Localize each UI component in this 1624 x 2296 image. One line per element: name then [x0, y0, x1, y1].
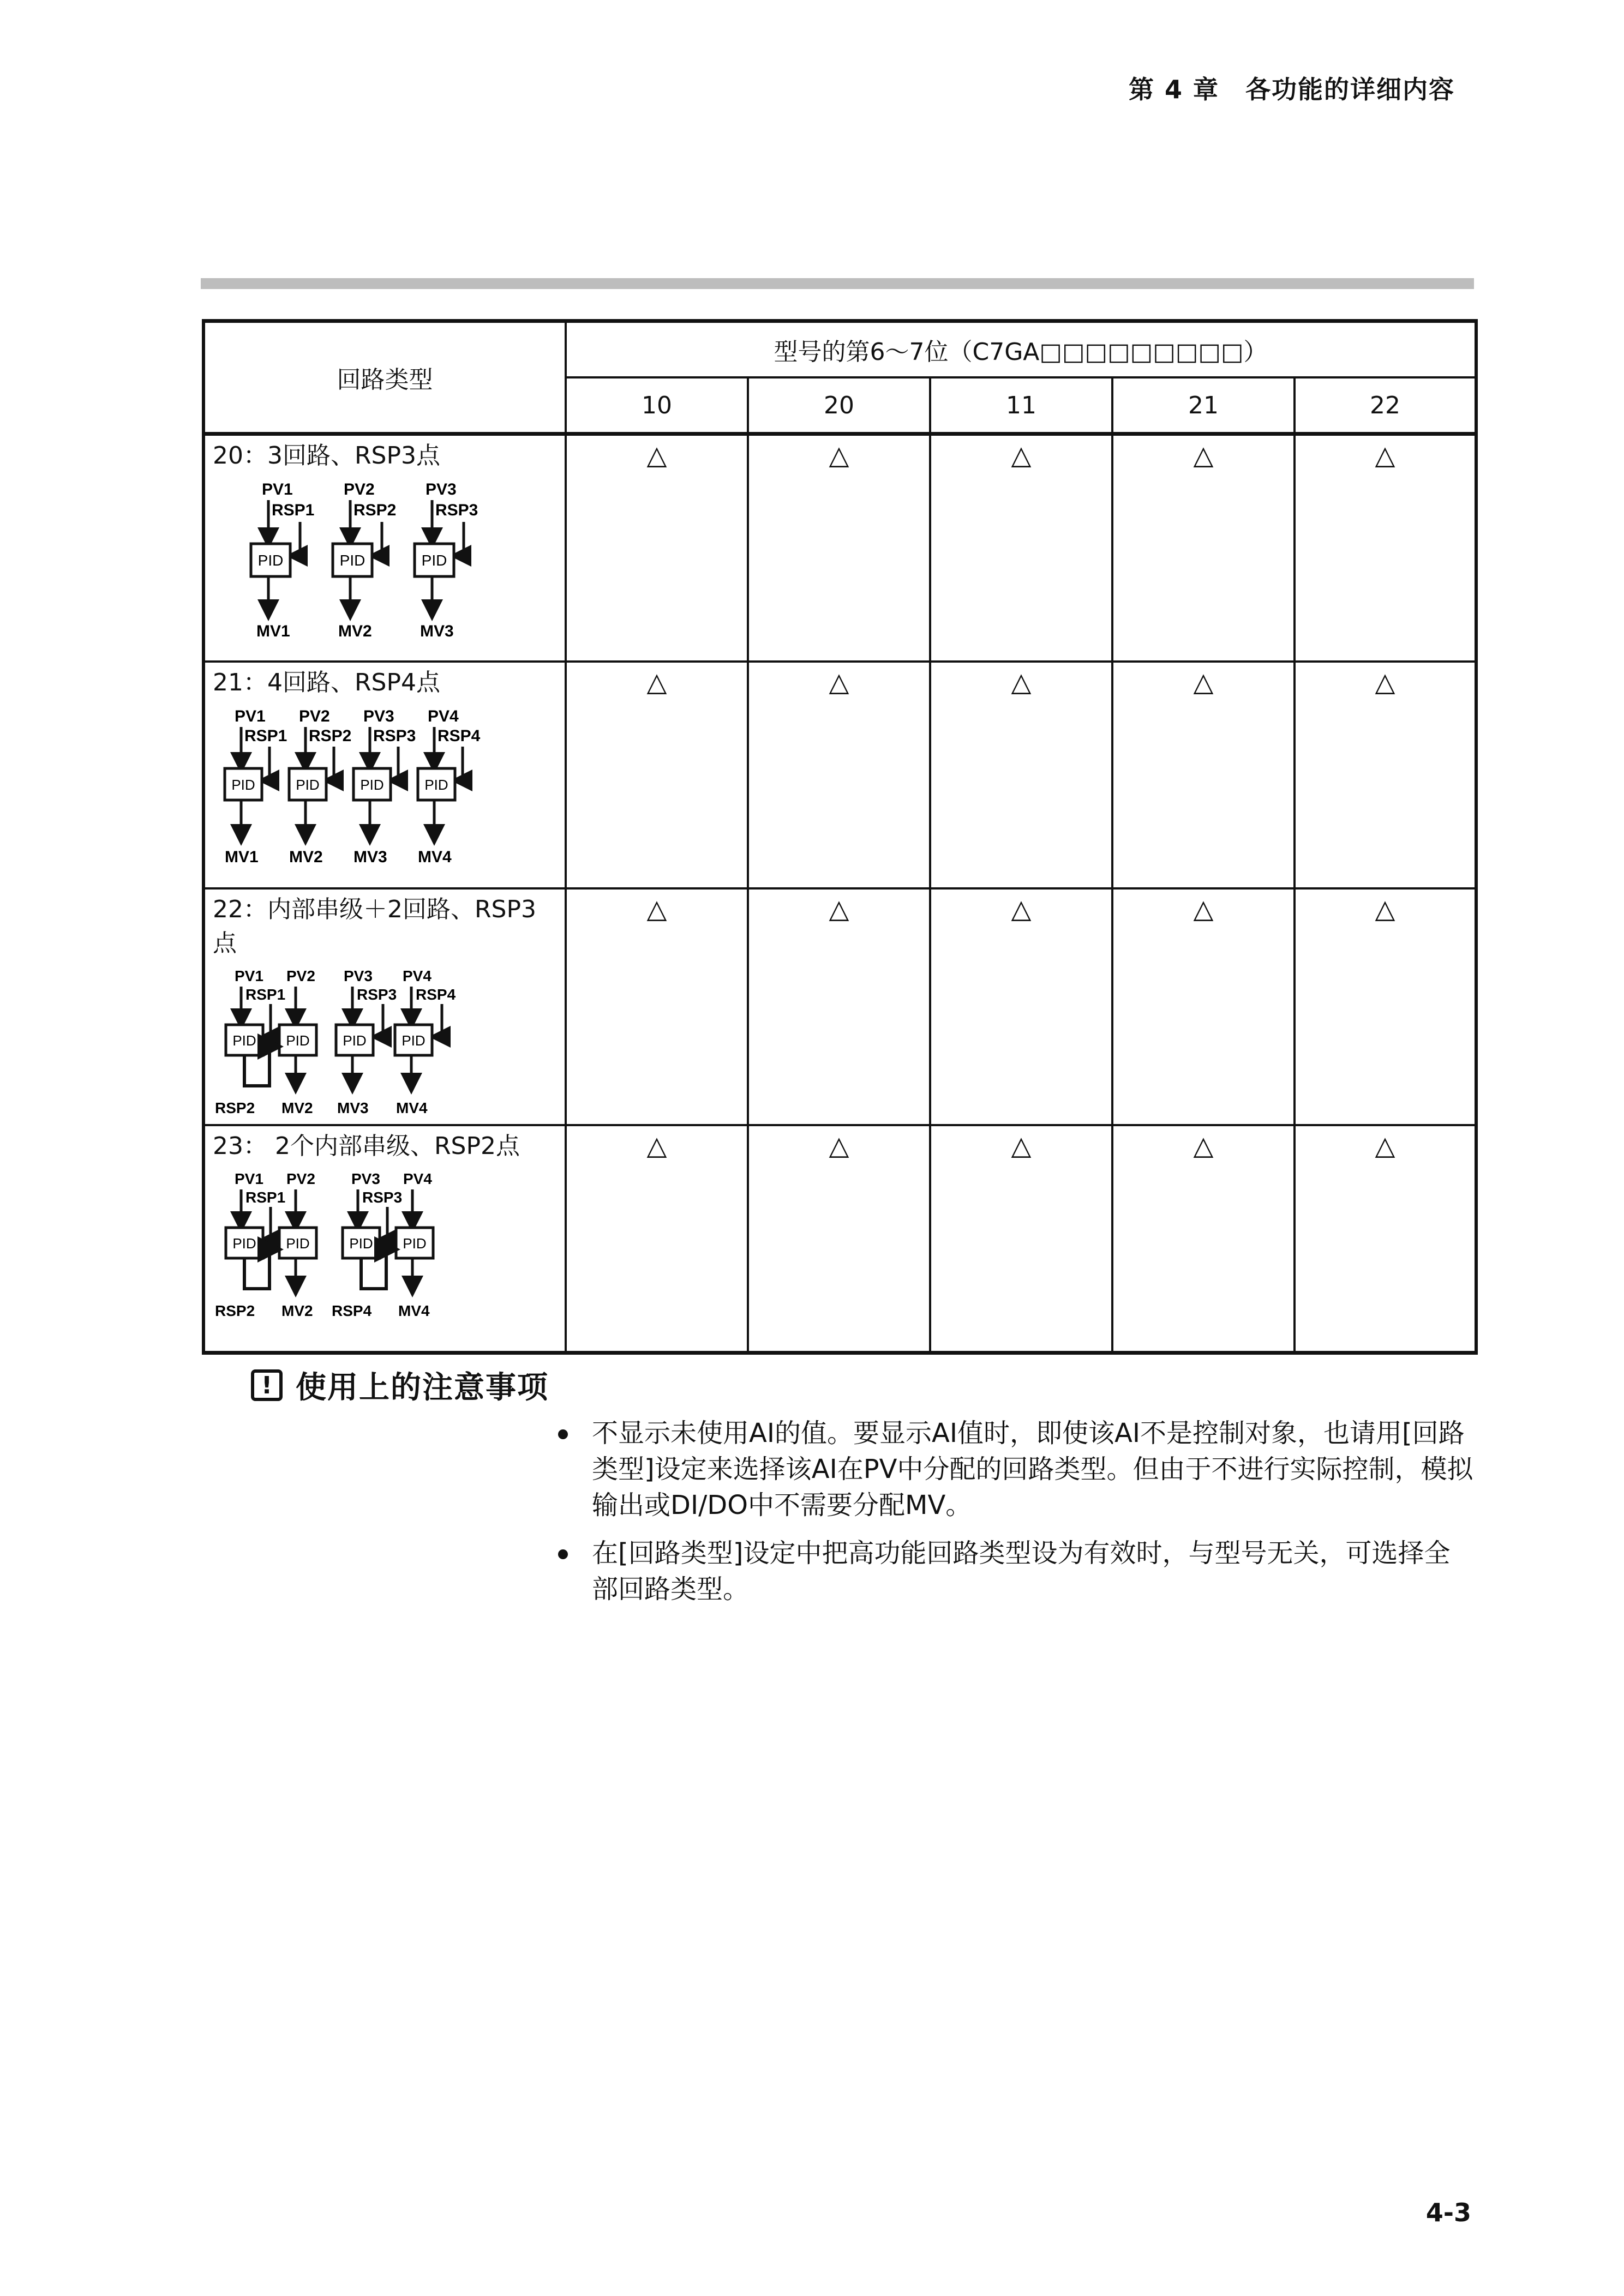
- pv-label: PV3: [363, 707, 394, 725]
- pid-block-label: PID: [286, 1235, 310, 1252]
- availability-mark: △: [1295, 888, 1476, 1125]
- loop-diagram-cascade-2-loops: [213, 966, 496, 1124]
- mv-label: MV4: [396, 1099, 428, 1116]
- mv-label: MV1: [225, 848, 259, 866]
- pid-block-label: PID: [286, 1032, 310, 1049]
- availability-mark: △: [930, 434, 1112, 662]
- loop-type-header: 回路类型: [203, 321, 566, 434]
- model-code-header: 20: [748, 377, 930, 434]
- pv-label: PV2: [344, 480, 375, 498]
- bottom-label: RSP2: [215, 1302, 255, 1319]
- rsp-label: RSP1: [272, 501, 315, 519]
- rsp-label: RSP1: [244, 727, 287, 745]
- availability-mark: △: [748, 1125, 930, 1353]
- model-code-header: 22: [1295, 377, 1476, 434]
- mv-label: MV3: [337, 1099, 369, 1116]
- loop-type-label: 20：3回路、RSP3点: [213, 442, 441, 470]
- pid-block-label: PID: [231, 777, 255, 793]
- bullet-icon: [558, 1429, 568, 1439]
- availability-mark: △: [748, 662, 930, 888]
- chapter-header: 第 4 章 各功能的详细内容: [1128, 75, 1455, 104]
- pid-block-label: PID: [343, 1032, 367, 1049]
- pid-block-label: PID: [403, 1235, 427, 1252]
- caution-title: 使用上的注意事项: [296, 1370, 549, 1405]
- loop-type-cell: [203, 888, 566, 1125]
- pv-label: PV1: [262, 480, 293, 498]
- mv-label: MV2: [338, 622, 372, 640]
- availability-mark: △: [566, 662, 748, 888]
- caution-icon: !: [251, 1369, 283, 1401]
- pid-block-label: PID: [401, 1032, 426, 1049]
- pid-loop: [336, 967, 397, 1116]
- pv-label: PV3: [426, 480, 457, 498]
- availability-mark: △: [1295, 434, 1476, 662]
- availability-mark: △: [1295, 662, 1476, 888]
- pid-loop: [289, 707, 351, 866]
- pid-block-label: PID: [339, 552, 365, 569]
- pid-loop: [333, 480, 396, 640]
- pv-label: PV3: [351, 1170, 380, 1187]
- table-row: [203, 662, 1476, 888]
- rsp-label: RSP2: [353, 501, 397, 519]
- loop-diagram-3-loops: [235, 478, 496, 642]
- pv-label: PV1: [235, 967, 263, 984]
- loop-type-cell: [203, 434, 566, 662]
- mv-label: MV2: [281, 1302, 313, 1319]
- availability-mark: △: [1295, 1125, 1476, 1353]
- pid-loop: [418, 707, 481, 866]
- pid-block-label: PID: [257, 552, 284, 569]
- pv-label: PV2: [286, 1170, 315, 1187]
- rsp-label: RSP3: [357, 986, 397, 1003]
- pid-block-label: PID: [349, 1235, 373, 1252]
- caution-list: [554, 1415, 1476, 1619]
- pid-loop: [225, 707, 287, 866]
- model-code-header: 10: [566, 377, 748, 434]
- pv-label: PV4: [403, 967, 432, 984]
- mv-label: MV4: [418, 848, 452, 866]
- loop-type-label: 21：4回路、RSP4点: [213, 669, 441, 696]
- availability-mark: △: [1112, 1125, 1295, 1353]
- rsp-label: RSP1: [245, 986, 286, 1003]
- mv-label: MV2: [281, 1099, 313, 1116]
- availability-mark: △: [930, 888, 1112, 1125]
- loop-diagram-2-cascades: [213, 1169, 496, 1327]
- pid-block-label: PID: [424, 777, 448, 793]
- pid-block-label: PID: [421, 552, 447, 569]
- model-code-header: 21: [1112, 377, 1295, 434]
- bullet-icon: [558, 1549, 568, 1559]
- cascade-pair: [215, 1170, 316, 1319]
- bottom-label: RSP4: [332, 1302, 372, 1319]
- rsp-label: RSP4: [416, 986, 456, 1003]
- loop-type-label: 23： 2个内部串级、RSP2点: [213, 1132, 520, 1160]
- pv-label: PV1: [235, 1170, 263, 1187]
- caution-heading: [251, 1363, 549, 1407]
- availability-mark: △: [1112, 662, 1295, 888]
- pid-block-label: PID: [232, 1235, 256, 1252]
- table-row: [203, 888, 1476, 1125]
- loop-diagram-4-loops: [213, 705, 486, 869]
- rsp-label: RSP4: [438, 727, 481, 745]
- pid-block-label: PID: [296, 777, 320, 793]
- cascade-pair: [332, 1170, 433, 1319]
- loop-type-cell: [203, 662, 566, 888]
- availability-mark: △: [566, 1125, 748, 1353]
- rsp-label: RSP3: [373, 727, 416, 745]
- bottom-label: RSP2: [215, 1099, 255, 1116]
- availability-mark: △: [930, 662, 1112, 888]
- pid-block-label: PID: [232, 1032, 256, 1049]
- rsp-label: RSP1: [245, 1189, 286, 1206]
- table-row: [203, 1125, 1476, 1353]
- table-row: [203, 434, 1476, 662]
- mv-label: MV2: [289, 848, 323, 866]
- pid-loop: [353, 707, 416, 866]
- mv-label: MV1: [256, 622, 290, 640]
- loop-type-table: [202, 319, 1478, 1355]
- loop-type-cell: [203, 1125, 566, 1353]
- pid-block-label: PID: [360, 777, 384, 793]
- availability-mark: △: [1112, 434, 1295, 662]
- availability-mark: △: [566, 888, 748, 1125]
- rsp-label: RSP3: [435, 501, 478, 519]
- rsp-label: RSP3: [362, 1189, 403, 1206]
- pv-label: PV2: [286, 967, 315, 984]
- pid-loop: [395, 967, 456, 1116]
- availability-mark: △: [748, 434, 930, 662]
- pid-loop: [251, 480, 314, 640]
- caution-text: 不显示未使用AI的值。要显示AI值时，即使该AI不是控制对象，也请用[回路类型]设定来选择该AI在PV中分配的回路类型。但由于不进行实际控制，模拟输出或DI/DO中不需要分配MV。: [592, 1418, 1473, 1520]
- rsp-label: RSP2: [309, 727, 352, 745]
- availability-mark: △: [930, 1125, 1112, 1353]
- model-digits-header: 型号的第6～7位（C7GA□□□□□□□□□）: [566, 321, 1476, 378]
- model-code-header: 11: [930, 377, 1112, 434]
- availability-mark: △: [748, 888, 930, 1125]
- list-item: [554, 1535, 1476, 1607]
- page-number: 4-3: [1425, 2198, 1471, 2227]
- pid-loop: [415, 480, 478, 640]
- mv-label: MV3: [353, 848, 387, 866]
- list-item: [554, 1415, 1476, 1523]
- mv-label: MV3: [420, 622, 454, 640]
- availability-mark: △: [566, 434, 748, 662]
- mv-label: MV4: [398, 1302, 430, 1319]
- section-divider: [201, 278, 1474, 289]
- pv-label: PV4: [428, 707, 459, 725]
- caution-text: 在[回路类型]设定中把高功能回路类型设为有效时，与型号无关，可选择全部回路类型。: [592, 1538, 1451, 1604]
- availability-mark: △: [1112, 888, 1295, 1125]
- loop-type-label: 22：内部串级＋2回路、RSP3点: [213, 895, 537, 957]
- pv-label: PV3: [344, 967, 373, 984]
- pv-label: PV2: [299, 707, 330, 725]
- pv-label: PV1: [235, 707, 266, 725]
- pv-label: PV4: [403, 1170, 432, 1187]
